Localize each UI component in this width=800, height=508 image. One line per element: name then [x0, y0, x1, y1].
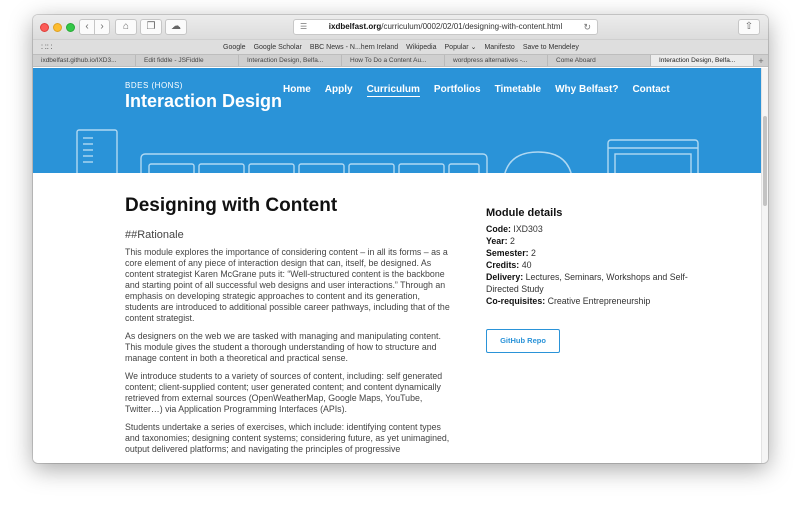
browser-tab[interactable]: Edit fiddle - JSFiddle — [136, 55, 239, 66]
browser-toolbar — [33, 15, 768, 39]
nav-link-apply[interactable]: Apply — [324, 84, 353, 95]
close-window-button[interactable] — [40, 23, 49, 32]
nav-link-home[interactable]: Home — [283, 84, 311, 95]
new-tab-button[interactable]: + — [754, 55, 768, 66]
detail-label: Code: — [486, 224, 511, 234]
nav-link-portfolios[interactable]: Portfolios — [433, 84, 481, 95]
reader-icon: ☰ — [300, 22, 308, 31]
browser-tab[interactable]: wordpress alternatives -... — [445, 55, 548, 66]
page-content — [33, 173, 761, 463]
bookmark-item[interactable]: Popular ⌄ — [444, 44, 477, 51]
detail-value: 2 — [509, 236, 515, 246]
grid-icon[interactable]: ∷∷ — [41, 42, 53, 52]
detail-value: 2 — [531, 248, 536, 258]
nav-link-curriculum[interactable]: Curriculum — [366, 84, 420, 95]
site-subtitle: BDES (HONS) — [125, 81, 183, 90]
scroll-thumb[interactable] — [763, 116, 767, 206]
browser-tab[interactable]: How To Do a Content Au... — [342, 55, 445, 66]
detail-label: Year: — [486, 236, 508, 246]
cloud-icon: ☁ — [171, 21, 181, 32]
share-button[interactable] — [738, 19, 760, 35]
back-button[interactable] — [79, 19, 95, 35]
detail-value: Creative Entrepreneurship — [547, 296, 651, 306]
address-path: /curriculum/0002/02/01/designing-with-content.html — [381, 22, 563, 31]
bookmark-list — [223, 40, 579, 55]
browser-tab[interactable]: Come Aboard — [548, 55, 651, 66]
tab-strip — [33, 54, 768, 67]
share-icon: ⇧ — [744, 21, 754, 32]
module-detail-row — [486, 223, 696, 235]
bookmark-item[interactable]: Save to Mendeley — [522, 44, 579, 51]
detail-label: Semester: — [486, 248, 529, 258]
vertical-scrollbar[interactable] — [761, 68, 768, 463]
paragraph: As designers on the web we are tasked with managing and manipulating content. This module gives the student a thorough understanding of how to structure and manage content in both a theoretical and practical sense. — [125, 331, 441, 363]
main-nav — [283, 84, 670, 97]
rationale-heading: ##Rationale — [125, 229, 184, 241]
address-bar[interactable] — [293, 19, 598, 35]
detail-value: IXD303 — [513, 224, 543, 234]
detail-value: 40 — [521, 260, 532, 270]
bookmark-item[interactable]: Google — [223, 44, 246, 51]
detail-value: Lectures, Seminars, Workshops and Self-Directed Study — [486, 272, 688, 294]
page-title: Designing with Content — [125, 195, 338, 216]
bookmark-item[interactable]: Google Scholar — [253, 44, 302, 51]
paragraph: We introduce students to a variety of sources of content, including: self generated content; client-supplied content; user generated content; and content dynamically retrieved from external sources (OpenWeatherMap, Google Maps, YouTube, Twitter…) via Application Programming Interfaces (APIs). — [125, 371, 443, 414]
show-tabs-button[interactable] — [140, 19, 162, 35]
paragraph: Students undertake a series of exercises, which include: identifying content types and taxonomies; designing content systems; considering future, as yet unimagined, output delivered platforms; and navigating the principles of progressive — [125, 422, 450, 454]
icloud-tabs-button[interactable] — [165, 19, 187, 35]
detail-label: Co-requisites: — [486, 296, 546, 306]
detail-label: Credits: — [486, 260, 520, 270]
module-details-list — [486, 223, 696, 307]
browser-window — [33, 15, 768, 463]
maximize-window-button[interactable] — [66, 23, 75, 32]
nav-link-whybelfast[interactable]: Why Belfast? — [555, 84, 619, 95]
browser-tab[interactable]: Interaction Design, Belfa... — [239, 55, 342, 66]
reload-icon[interactable]: ↻ — [583, 22, 591, 32]
module-detail-row — [486, 235, 696, 247]
site-header — [33, 68, 761, 173]
bookmark-item[interactable]: Wikipedia — [406, 44, 437, 51]
browser-tab[interactable]: Interaction Design, Belfa... — [651, 55, 754, 66]
minimize-window-button[interactable] — [53, 23, 62, 32]
address-domain: ixdbelfast.org — [328, 22, 382, 31]
module-detail-row — [486, 295, 696, 307]
detail-label: Delivery: — [486, 272, 524, 282]
nav-link-timetable[interactable]: Timetable — [494, 84, 542, 95]
main-column — [125, 195, 455, 462]
bookmark-item[interactable]: BBC News - N...hern Ireland — [309, 44, 399, 51]
chevron-left-icon: ‹ — [85, 21, 89, 32]
browser-tab[interactable]: ixdbelfast.github.io/IXD3... — [33, 55, 136, 66]
github-repo-button[interactable]: GitHub Repo — [486, 329, 560, 353]
paragraph: This module explores the importance of considering content – in all its forms – as a core element of any piece of interaction design that can, itself, be designed. As content strategist Karen McGrane puts it: “Well-structured content is the backbone and starting point of all successful web designs and user interactions.” Through an emphasis on developing strategic approaches to content and its generation, students are introduced to additional possible career pathways, including that of the content strategist. — [125, 247, 450, 323]
site-title[interactable]: Interaction Design — [125, 91, 283, 111]
module-detail-row — [486, 271, 696, 295]
bookmarks-bar — [33, 39, 768, 54]
module-detail-row — [486, 247, 696, 259]
tabs-icon: ❐ — [146, 21, 156, 32]
chevron-right-icon: › — [100, 21, 104, 32]
home-button[interactable] — [115, 19, 137, 35]
module-detail-row — [486, 259, 696, 271]
forward-button[interactable] — [94, 19, 110, 35]
module-details-title: Module details — [486, 207, 563, 219]
module-details-panel — [486, 207, 696, 353]
bookmark-item[interactable]: Manifesto — [484, 44, 515, 51]
home-icon: ⌂ — [122, 21, 130, 32]
nav-link-contact[interactable]: Contact — [632, 84, 670, 95]
